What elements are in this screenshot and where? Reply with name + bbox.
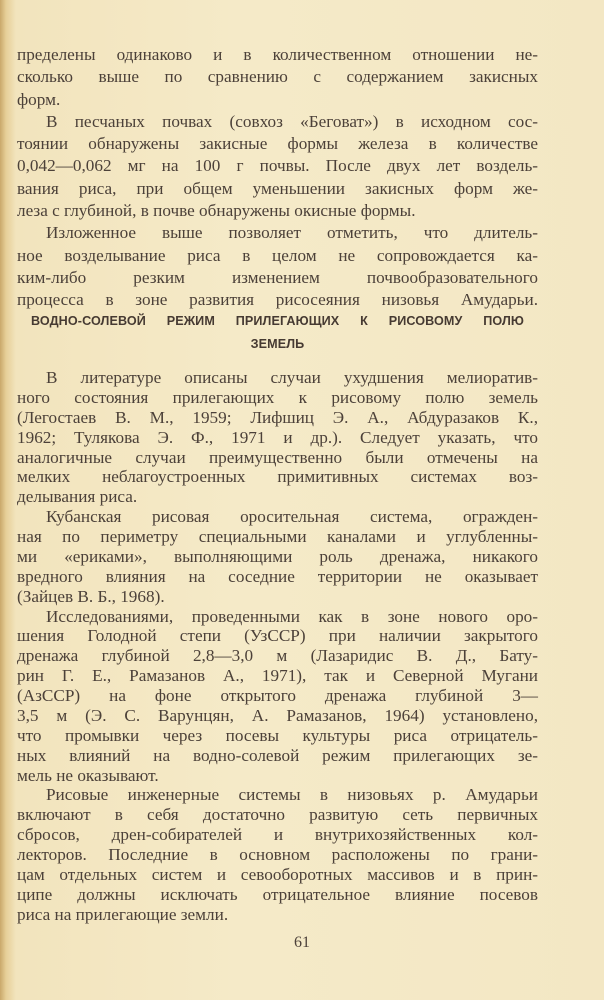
text-line: Кубанская рисовая оросительная система, огражден- [46, 507, 538, 527]
text-line: ных влияний на водно-солевой режим прилегающих зе- [17, 745, 538, 765]
page-number: 61 [294, 934, 310, 951]
section-heading-line2: ЗЕМЕЛЬ [250, 337, 305, 351]
text-line: процесса в зоне развития рисосеяния низовья Амударьи. [17, 290, 538, 310]
text-line: что промывки через посевы культуры риса отрицатель- [17, 725, 538, 745]
text-line: рин Г. Е., Рамазанов А., 1971), так и Северной Мугани [17, 666, 538, 686]
text-line: (Легостаев В. М., 1959; Лифшиц Э. А., Абдуразаков К., [17, 407, 538, 427]
text-line: аналогичные случаи преимущественно были отмечены на [17, 447, 538, 467]
text-block-main [17, 368, 538, 925]
text-line: сколько выше по сравнению с содержанием закисных [17, 67, 538, 87]
text-line: леза с глубиной, в почве обнаружены окисные формы. [17, 201, 416, 221]
text-line: вредного влияния на соседние территории не оказывает [17, 566, 538, 586]
text-line: ного состояния прилегающих к рисовому полю земель [17, 387, 538, 407]
text-line: делывания риса. [17, 487, 138, 507]
text-line: дренажа глубиной 2,8—3,0 м (Лазаридис В. Д., Бату- [17, 646, 538, 666]
text-line: шения Голодной степи (УзССР) при наличии закрытого [17, 626, 538, 646]
text-line: тоянии обнаружены закисные формы железа в количестве [17, 134, 538, 154]
text-line: Рисовые инженерные системы в низовьях р. Амударьи [46, 785, 538, 805]
text-line: цам отдельных систем и севооборотных массивов и в прин- [17, 864, 538, 884]
text-line: ципе должны исключать отрицательное влияние посевов [17, 884, 538, 904]
text-line: включают в себя достаточно развитую сеть первичных [17, 805, 538, 825]
text-line: Исследованиями, проведенными как в зоне нового оро- [46, 606, 538, 626]
text-line: 1962; Тулякова Э. Ф., 1971 и др.). Следует указать, что [17, 427, 538, 447]
text-line: (АзССР) на фоне открытого дренажа глубиной 3— [17, 686, 538, 705]
text-line: форм. [17, 89, 61, 109]
text-line: риса на прилегающие земли. [17, 904, 229, 924]
text-line: вания риса, при общем уменьшении закисных форм же- [17, 178, 538, 198]
section-heading-line1: ВОДНО-СОЛЕВОЙ РЕЖИМ ПРИЛЕГАЮЩИХ К РИСОВОМУ ПОЛЮ [31, 314, 524, 328]
text-line: ми «ериками», выполняющими роль дренажа, никакого [17, 546, 538, 566]
text-line: лекторов. Последние в основном расположены по грани- [17, 845, 538, 864]
text-line: В литературе описаны случаи ухудшения мелиоратив- [46, 368, 538, 387]
text-line: сбросов, дрен-собирателей и внутрихозяйственных кол- [17, 825, 538, 845]
text-line: В песчаных почвах (совхоз «Беговат») в исходном сос- [46, 111, 538, 131]
text-block-top [17, 44, 538, 312]
text-line: пределены одинаково и в количественном отношении не- [17, 45, 538, 64]
text-line: мель не оказывают. [17, 765, 159, 785]
text-line: ная по периметру специальными каналами и углубленны- [17, 527, 538, 546]
text-line: Изложенное выше позволяет отметить, что длитель- [46, 223, 538, 243]
text-line: ким-либо резким изменением почвообразовательного [17, 267, 538, 287]
text-line: мелких неблагоустроенных примитивных системах воз- [17, 467, 538, 487]
text-line: 0,042—0,062 мг на 100 г почвы. После двух лет воздель- [17, 156, 538, 176]
text-line: ное возделывание риса в целом не сопровождается ка- [17, 245, 538, 265]
text-line: 3,5 м (Э. С. Варунцян, А. Рамазанов, 1964) установлено, [17, 705, 538, 725]
text-line: (Зайцев В. Б., 1968). [17, 586, 165, 606]
